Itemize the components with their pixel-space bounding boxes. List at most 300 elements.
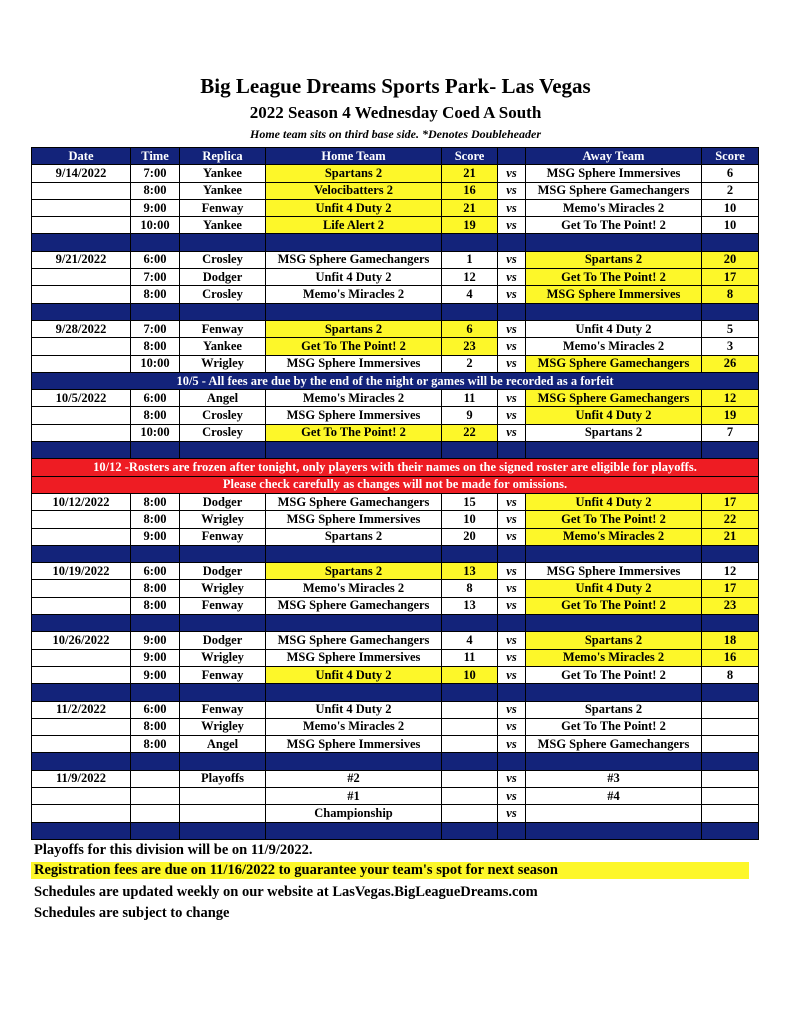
schedule-table — [31, 147, 759, 840]
separator-cell — [131, 545, 180, 562]
game-row — [32, 217, 759, 234]
game-field: Dodger — [180, 493, 266, 510]
game-time: 8:00 — [131, 286, 180, 303]
game-row — [32, 736, 759, 753]
home-score: 11 — [442, 390, 498, 407]
game-date — [32, 805, 131, 822]
separator-cell — [266, 545, 442, 562]
game-time: 9:00 — [131, 666, 180, 683]
game-date: 10/12/2022 — [32, 493, 131, 510]
home-team: MSG Sphere Gamechangers — [266, 493, 442, 510]
separator-cell — [180, 615, 266, 632]
separator-band — [32, 753, 759, 770]
away-score — [702, 718, 759, 735]
separator-cell — [526, 545, 702, 562]
away-team: Memo's Miracles 2 — [526, 528, 702, 545]
game-date: 9/21/2022 — [32, 251, 131, 268]
away-team: MSG Sphere Immersives — [526, 286, 702, 303]
separator-cell — [180, 234, 266, 251]
separator-cell — [32, 753, 131, 770]
game-field: Dodger — [180, 632, 266, 649]
separator-cell — [498, 303, 526, 320]
home-score: 10 — [442, 511, 498, 528]
schedule-note: Home team sits on third base side. *Denotes Doubleheader — [250, 127, 541, 141]
game-row — [32, 770, 759, 787]
separator-cell — [702, 442, 759, 459]
game-date — [32, 217, 131, 234]
separator-cell — [131, 684, 180, 701]
home-score: 9 — [442, 407, 498, 424]
separator-cell — [131, 753, 180, 770]
game-time — [131, 805, 180, 822]
separator-cell — [32, 615, 131, 632]
away-team: Spartans 2 — [526, 424, 702, 441]
vs-label: vs — [498, 407, 526, 424]
home-team: Spartans 2 — [266, 528, 442, 545]
game-field: Fenway — [180, 597, 266, 614]
game-row — [32, 649, 759, 666]
separator-cell — [526, 615, 702, 632]
separator-cell — [266, 442, 442, 459]
vs-label: vs — [498, 563, 526, 580]
separator-band — [32, 615, 759, 632]
game-time: 10:00 — [131, 355, 180, 372]
separator-cell — [702, 822, 759, 839]
page-subtitle: 2022 Season 4 Wednesday Coed A South — [249, 103, 542, 122]
game-time: 8:00 — [131, 407, 180, 424]
away-team: Memo's Miracles 2 — [526, 338, 702, 355]
home-score: 1 — [442, 251, 498, 268]
separator-band — [32, 684, 759, 701]
game-date — [32, 511, 131, 528]
game-time: 9:00 — [131, 649, 180, 666]
game-row — [32, 718, 759, 735]
table-header-row — [32, 148, 759, 165]
home-score: 13 — [442, 597, 498, 614]
vs-label: vs — [498, 787, 526, 804]
vs-label: vs — [498, 701, 526, 718]
game-date — [32, 597, 131, 614]
game-time — [131, 787, 180, 804]
col-header-away-team: Away Team — [526, 148, 702, 165]
away-team: Get To The Point! 2 — [526, 666, 702, 683]
game-row — [32, 563, 759, 580]
separator-cell — [131, 615, 180, 632]
game-time: 8:00 — [131, 718, 180, 735]
separator-cell — [32, 545, 131, 562]
vs-label: vs — [498, 528, 526, 545]
vs-label: vs — [498, 320, 526, 337]
game-date: 10/5/2022 — [32, 390, 131, 407]
away-score: 21 — [702, 528, 759, 545]
home-team: #1 — [266, 787, 442, 804]
game-field: Wrigley — [180, 718, 266, 735]
away-score: 17 — [702, 493, 759, 510]
separator-cell — [131, 234, 180, 251]
footer-playoffs-note: Playoffs for this division will be on 11/9/2022. — [34, 842, 313, 858]
home-score: 11 — [442, 649, 498, 666]
away-score: 7 — [702, 424, 759, 441]
separator-cell — [180, 545, 266, 562]
away-score: 23 — [702, 597, 759, 614]
vs-label: vs — [498, 286, 526, 303]
home-team: Get To The Point! 2 — [266, 338, 442, 355]
separator-cell — [498, 234, 526, 251]
away-team: Get To The Point! 2 — [526, 217, 702, 234]
away-team: Get To The Point! 2 — [526, 718, 702, 735]
game-field: Fenway — [180, 528, 266, 545]
home-score — [442, 736, 498, 753]
home-team: MSG Sphere Immersives — [266, 736, 442, 753]
away-score — [702, 805, 759, 822]
col-header-date: Date — [32, 148, 131, 165]
game-date — [32, 269, 131, 286]
game-date — [32, 424, 131, 441]
away-team: Spartans 2 — [526, 701, 702, 718]
away-team: Spartans 2 — [526, 251, 702, 268]
separator-band — [32, 234, 759, 251]
game-field: Fenway — [180, 199, 266, 216]
game-field — [180, 805, 266, 822]
game-date: 11/9/2022 — [32, 770, 131, 787]
separator-cell — [498, 442, 526, 459]
separator-cell — [266, 303, 442, 320]
game-field: Yankee — [180, 182, 266, 199]
game-time: 6:00 — [131, 563, 180, 580]
footer-change-note: Schedules are subject to change — [34, 905, 230, 921]
home-team: Memo's Miracles 2 — [266, 390, 442, 407]
game-row — [32, 251, 759, 268]
separator-cell — [180, 822, 266, 839]
separator-cell — [180, 303, 266, 320]
separator-cell — [266, 234, 442, 251]
game-date — [32, 407, 131, 424]
home-score: 22 — [442, 424, 498, 441]
separator-cell — [131, 822, 180, 839]
game-row — [32, 632, 759, 649]
game-row — [32, 701, 759, 718]
roster-alert-text: Please check carefully as changes will not be made for omissions. — [32, 476, 759, 493]
away-team: Get To The Point! 2 — [526, 511, 702, 528]
game-date — [32, 199, 131, 216]
vs-label: vs — [498, 424, 526, 441]
away-score: 8 — [702, 286, 759, 303]
home-score: 16 — [442, 182, 498, 199]
separator-cell — [442, 545, 498, 562]
vs-label: vs — [498, 632, 526, 649]
game-field: Yankee — [180, 338, 266, 355]
col-header-home-team: Home Team — [266, 148, 442, 165]
game-date — [32, 286, 131, 303]
game-field: Yankee — [180, 165, 266, 182]
vs-label: vs — [498, 511, 526, 528]
game-time: 7:00 — [131, 320, 180, 337]
game-row — [32, 182, 759, 199]
separator-cell — [32, 234, 131, 251]
home-score: 10 — [442, 666, 498, 683]
game-row — [32, 320, 759, 337]
away-score: 20 — [702, 251, 759, 268]
game-row — [32, 286, 759, 303]
home-team: MSG Sphere Immersives — [266, 649, 442, 666]
game-date: 11/2/2022 — [32, 701, 131, 718]
away-score: 22 — [702, 511, 759, 528]
vs-label: vs — [498, 251, 526, 268]
away-score — [702, 736, 759, 753]
home-team: Championship — [266, 805, 442, 822]
separator-cell — [498, 684, 526, 701]
away-score: 5 — [702, 320, 759, 337]
separator-cell — [702, 303, 759, 320]
footer-registration-note: Registration fees are due on 11/16/2022 to guarantee your team's spot for next season — [31, 862, 749, 879]
separator-cell — [442, 442, 498, 459]
vs-label: vs — [498, 338, 526, 355]
game-row — [32, 407, 759, 424]
away-score: 16 — [702, 649, 759, 666]
home-score: 4 — [442, 286, 498, 303]
separator-cell — [266, 753, 442, 770]
vs-label: vs — [498, 355, 526, 372]
game-row — [32, 338, 759, 355]
home-score: 21 — [442, 165, 498, 182]
game-date — [32, 528, 131, 545]
separator-band — [32, 822, 759, 839]
away-score: 19 — [702, 407, 759, 424]
game-field: Fenway — [180, 701, 266, 718]
game-time: 9:00 — [131, 528, 180, 545]
separator-cell — [702, 234, 759, 251]
separator-cell — [526, 234, 702, 251]
game-field — [180, 787, 266, 804]
game-field: Angel — [180, 390, 266, 407]
page-title: Big League Dreams Sports Park- Las Vegas — [200, 74, 591, 98]
game-time — [131, 770, 180, 787]
away-team: MSG Sphere Gamechangers — [526, 390, 702, 407]
game-date — [32, 718, 131, 735]
game-time: 10:00 — [131, 424, 180, 441]
vs-label: vs — [498, 165, 526, 182]
separator-cell — [442, 234, 498, 251]
game-time: 8:00 — [131, 736, 180, 753]
home-score: 12 — [442, 269, 498, 286]
away-team: MSG Sphere Gamechangers — [526, 182, 702, 199]
game-time: 6:00 — [131, 701, 180, 718]
game-time: 6:00 — [131, 251, 180, 268]
game-row — [32, 199, 759, 216]
separator-band — [32, 545, 759, 562]
home-score: 20 — [442, 528, 498, 545]
away-score: 3 — [702, 338, 759, 355]
schedule-body — [32, 165, 759, 840]
home-team: Velocibatters 2 — [266, 182, 442, 199]
separator-cell — [702, 753, 759, 770]
game-date — [32, 736, 131, 753]
game-field: Crosley — [180, 424, 266, 441]
separator-cell — [526, 303, 702, 320]
vs-label: vs — [498, 217, 526, 234]
separator-cell — [442, 684, 498, 701]
game-time: 8:00 — [131, 182, 180, 199]
game-row — [32, 424, 759, 441]
game-time: 10:00 — [131, 217, 180, 234]
away-score: 18 — [702, 632, 759, 649]
game-date: 10/19/2022 — [32, 563, 131, 580]
vs-label: vs — [498, 736, 526, 753]
separator-band — [32, 303, 759, 320]
home-score — [442, 701, 498, 718]
game-field: Fenway — [180, 320, 266, 337]
game-time: 8:00 — [131, 597, 180, 614]
game-row — [32, 805, 759, 822]
away-score — [702, 701, 759, 718]
vs-label: vs — [498, 805, 526, 822]
game-row — [32, 165, 759, 182]
home-team: MSG Sphere Gamechangers — [266, 251, 442, 268]
away-score: 26 — [702, 355, 759, 372]
away-team: Memo's Miracles 2 — [526, 199, 702, 216]
separator-cell — [702, 684, 759, 701]
game-date: 10/26/2022 — [32, 632, 131, 649]
vs-label: vs — [498, 580, 526, 597]
home-team: #2 — [266, 770, 442, 787]
separator-cell — [32, 684, 131, 701]
home-team: MSG Sphere Gamechangers — [266, 632, 442, 649]
away-score: 8 — [702, 666, 759, 683]
col-header-vs — [498, 148, 526, 165]
away-team: MSG Sphere Immersives — [526, 165, 702, 182]
vs-label: vs — [498, 649, 526, 666]
game-row — [32, 787, 759, 804]
separator-cell — [442, 303, 498, 320]
away-score: 12 — [702, 390, 759, 407]
home-team: MSG Sphere Immersives — [266, 355, 442, 372]
away-score: 12 — [702, 563, 759, 580]
game-time: 7:00 — [131, 269, 180, 286]
away-score — [702, 787, 759, 804]
game-time: 8:00 — [131, 511, 180, 528]
separator-cell — [702, 615, 759, 632]
away-team: Unfit 4 Duty 2 — [526, 407, 702, 424]
separator-band — [32, 442, 759, 459]
game-date — [32, 580, 131, 597]
separator-cell — [526, 442, 702, 459]
footer-website-note: Schedules are updated weekly on our website at LasVegas.BigLeagueDreams.com — [34, 884, 538, 900]
away-team: #4 — [526, 787, 702, 804]
home-score: 6 — [442, 320, 498, 337]
vs-label: vs — [498, 199, 526, 216]
game-field: Crosley — [180, 251, 266, 268]
home-team: Unfit 4 Duty 2 — [266, 666, 442, 683]
game-row — [32, 666, 759, 683]
separator-cell — [498, 615, 526, 632]
away-team: Unfit 4 Duty 2 — [526, 580, 702, 597]
home-team: Memo's Miracles 2 — [266, 718, 442, 735]
separator-cell — [180, 753, 266, 770]
vs-label: vs — [498, 597, 526, 614]
home-score: 23 — [442, 338, 498, 355]
separator-cell — [266, 822, 442, 839]
game-time: 8:00 — [131, 338, 180, 355]
game-date — [32, 182, 131, 199]
game-time: 8:00 — [131, 493, 180, 510]
game-date — [32, 338, 131, 355]
game-date — [32, 649, 131, 666]
away-team: MSG Sphere Immersives — [526, 563, 702, 580]
home-team: Life Alert 2 — [266, 217, 442, 234]
game-field: Yankee — [180, 217, 266, 234]
vs-label: vs — [498, 770, 526, 787]
game-time: 9:00 — [131, 632, 180, 649]
vs-label: vs — [498, 390, 526, 407]
game-time: 8:00 — [131, 580, 180, 597]
game-field: Wrigley — [180, 649, 266, 666]
home-score: 4 — [442, 632, 498, 649]
game-field: Crosley — [180, 286, 266, 303]
away-score: 17 — [702, 580, 759, 597]
home-score: 15 — [442, 493, 498, 510]
away-team: Spartans 2 — [526, 632, 702, 649]
separator-cell — [32, 442, 131, 459]
home-team: Memo's Miracles 2 — [266, 580, 442, 597]
home-score: 21 — [442, 199, 498, 216]
col-header-away-score: Score — [702, 148, 759, 165]
game-date — [32, 666, 131, 683]
roster-alert-row — [32, 476, 759, 493]
separator-cell — [442, 822, 498, 839]
separator-cell — [442, 615, 498, 632]
game-date — [32, 787, 131, 804]
game-field: Dodger — [180, 563, 266, 580]
away-score: 2 — [702, 182, 759, 199]
home-score — [442, 805, 498, 822]
away-score: 10 — [702, 199, 759, 216]
col-header-home-score: Score — [442, 148, 498, 165]
home-score — [442, 718, 498, 735]
game-date: 9/14/2022 — [32, 165, 131, 182]
game-row — [32, 511, 759, 528]
roster-alert-row — [32, 459, 759, 476]
separator-cell — [526, 822, 702, 839]
separator-cell — [180, 442, 266, 459]
away-team: Get To The Point! 2 — [526, 269, 702, 286]
game-row — [32, 390, 759, 407]
separator-cell — [266, 615, 442, 632]
game-date — [32, 355, 131, 372]
game-field: Crosley — [180, 407, 266, 424]
separator-cell — [180, 684, 266, 701]
home-team: MSG Sphere Gamechangers — [266, 597, 442, 614]
away-score — [702, 770, 759, 787]
away-score: 10 — [702, 217, 759, 234]
away-team — [526, 805, 702, 822]
away-team: Unfit 4 Duty 2 — [526, 320, 702, 337]
home-team: Spartans 2 — [266, 563, 442, 580]
home-team: Get To The Point! 2 — [266, 424, 442, 441]
away-score: 17 — [702, 269, 759, 286]
home-score — [442, 770, 498, 787]
home-score: 8 — [442, 580, 498, 597]
home-team: Spartans 2 — [266, 165, 442, 182]
separator-cell — [498, 822, 526, 839]
fee-notice-text: 10/5 - All fees are due by the end of the night or games will be recorded as a forfeit — [32, 372, 759, 389]
game-row — [32, 580, 759, 597]
home-team: Unfit 4 Duty 2 — [266, 701, 442, 718]
home-score: 19 — [442, 217, 498, 234]
home-team: MSG Sphere Immersives — [266, 407, 442, 424]
away-team: Memo's Miracles 2 — [526, 649, 702, 666]
vs-label: vs — [498, 493, 526, 510]
game-field: Wrigley — [180, 511, 266, 528]
